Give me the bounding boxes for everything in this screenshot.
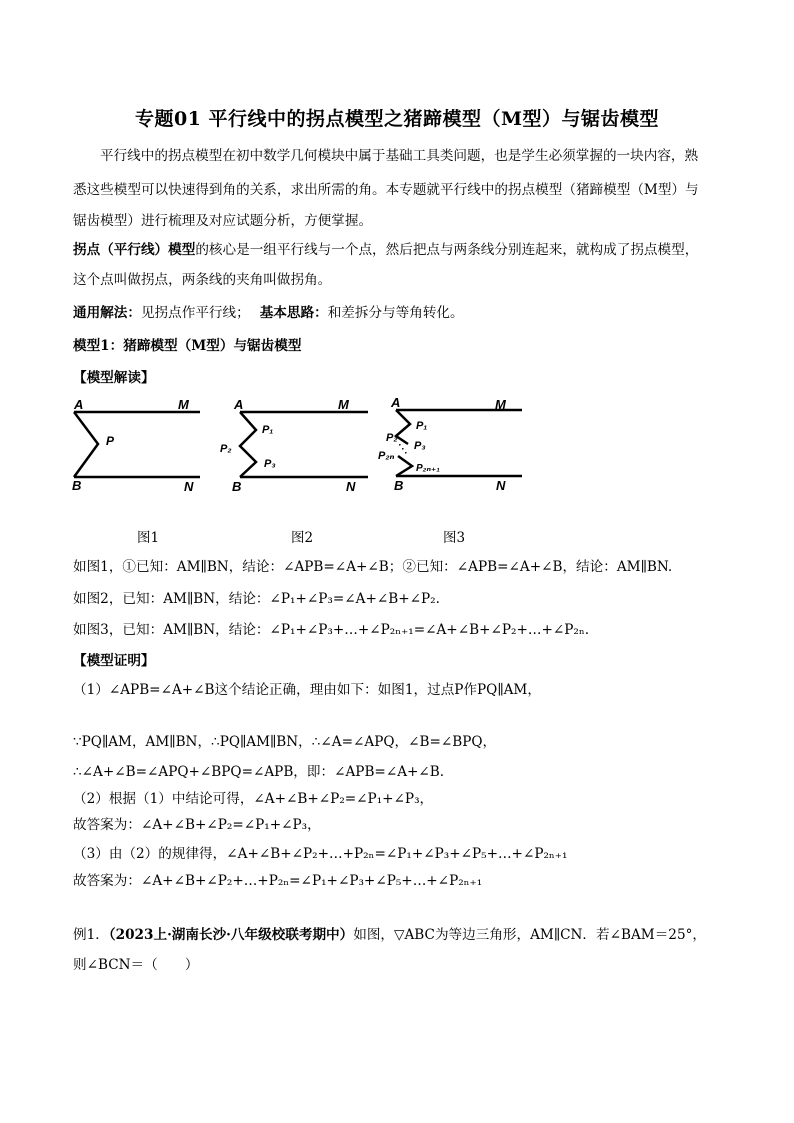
figure-2-diagram bbox=[218, 396, 378, 496]
point-p2-label: P₂ bbox=[220, 443, 232, 455]
figure-3-diagram bbox=[376, 396, 536, 496]
point-a-label: A bbox=[74, 397, 84, 412]
point-n-label: N bbox=[496, 478, 506, 493]
example-1-prefix: 例1． bbox=[73, 927, 109, 943]
method-label-2: 基本思路： bbox=[259, 305, 328, 321]
ellipsis-dot-3: · bbox=[404, 448, 408, 459]
statement-figure-2: 如图2，已知：AM∥BN，结论：∠P₁+∠P₃=∠A+∠B+∠P₂. bbox=[73, 591, 440, 607]
point-p2n1-label: P₂ₙ₊₁ bbox=[416, 463, 440, 474]
section-model-proof: 【模型证明】 bbox=[73, 653, 155, 669]
section-model-reading: 【模型解读】 bbox=[73, 370, 155, 386]
method-text-2: 和差拆分与等角转化。 bbox=[327, 305, 464, 321]
definition-term: 拐点（平行线）模型 bbox=[73, 242, 196, 258]
proof-line-7: 故答案为：∠A+∠B+∠P₂+…+P₂ₙ=∠P₁+∠P₃+∠P₅+…+∠P₂ₙ₊₁ bbox=[73, 873, 483, 889]
point-b-label: B bbox=[72, 478, 82, 493]
point-p3-label: P₃ bbox=[414, 440, 426, 452]
point-p2n-label: P₂ₙ bbox=[378, 450, 395, 462]
point-p2-label: P₂ bbox=[386, 432, 398, 444]
ellipsis-dot-1: · bbox=[398, 440, 402, 451]
proof-line-3: ∴∠A+∠B=∠APQ+∠BPQ=∠APB，即：∠APB=∠A+∠B. bbox=[73, 764, 445, 780]
figure-3-caption: 图3 bbox=[443, 530, 466, 546]
zigzag-p1-p2-p3 bbox=[240, 412, 256, 477]
point-n-label: N bbox=[346, 479, 356, 494]
definition-line-1 bbox=[73, 240, 698, 260]
definition-text: 的核心是一组平行线与一个点，然后把点与两条线分别连起来，就构成了拐点模型， bbox=[195, 242, 699, 258]
fold-apb bbox=[74, 412, 98, 477]
method-text-1: 见拐点作平行线； bbox=[140, 305, 250, 321]
intro-line-3: 锯齿模型）进行梳理及对应试题分析，方便掌握。 bbox=[73, 213, 373, 229]
model-1-heading: 模型1：猪蹄模型（M型）与锯齿模型 bbox=[73, 338, 302, 354]
point-a-label: A bbox=[391, 396, 401, 410]
point-m-label: M bbox=[338, 397, 349, 412]
proof-line-5: 故答案为：∠A+∠B+∠P₂=∠P₁+∠P₃， bbox=[73, 817, 321, 833]
figure-2-caption: 图2 bbox=[291, 530, 314, 546]
example-1-source: （2023上·湖南长沙·八年级校联考期中） bbox=[108, 927, 354, 943]
statement-figure-1: 如图1，①已知：AM∥BN，结论：∠APB=∠A+∠B；②已知：∠APB=∠A+∠B，结论：AM∥BN. bbox=[73, 559, 673, 575]
method-label-1: 通用解法： bbox=[73, 305, 141, 321]
point-p3-label: P₃ bbox=[264, 458, 276, 470]
proof-line-6: （3）由（2）的规律得，∠A+∠B+∠P₂+…+P₂ₙ=∠P₁+∠P₃+∠P₅+…+∠P₂ₙ₊₁ bbox=[73, 846, 568, 862]
example-1-question: 如图，▽ABC为等边三角形，AM∥CN．若∠BAM＝25°， bbox=[353, 927, 706, 943]
page-title: 专题01 平行线中的拐点模型之猪蹄模型（M型）与锯齿模型 bbox=[134, 108, 660, 130]
point-p1-label: P₁ bbox=[416, 420, 428, 432]
point-b-label: B bbox=[394, 478, 404, 493]
intro-line-2: 悉这些模型可以快速得到角的关系，求出所需的角。本专题就平行线中的拐点模型（猪蹄模型（M型）与 bbox=[73, 182, 699, 198]
example-1-line-1 bbox=[73, 925, 706, 945]
point-n-label: N bbox=[184, 479, 194, 494]
point-p-label: P bbox=[106, 434, 115, 448]
figure-1-caption: 图1 bbox=[137, 530, 160, 546]
point-m-label: M bbox=[495, 397, 506, 412]
statement-figure-3: 如图3，已知：AM∥BN，结论：∠P₁+∠P₃+…+∠P₂ₙ₊₁=∠A+∠B+∠P₂+…+∠P₂ₙ. bbox=[73, 622, 590, 638]
proof-line-2: ∵PQ∥AM，AM∥BN，∴PQ∥AM∥BN，∴∠A=∠APQ，∠B=∠BPQ， bbox=[73, 734, 497, 750]
proof-line-1: （1）∠APB=∠A+∠B这个结论正确，理由如下：如图1，过点P作PQ∥AM， bbox=[73, 682, 541, 698]
point-p1-label: P₁ bbox=[262, 424, 274, 436]
example-1-line-2: 则∠BCN＝（ ） bbox=[73, 957, 199, 973]
definition-line-2: 这个点叫做拐点，两条线的夹角叫做拐角。 bbox=[73, 272, 332, 288]
intro-line-1: 平行线中的拐点模型在初中数学几何模块中属于基础工具类问题，也是学生必须掌握的一块内容，熟 bbox=[100, 148, 699, 164]
figure-1-diagram bbox=[68, 396, 208, 496]
zigzag-lower bbox=[396, 456, 412, 476]
point-b-label: B bbox=[232, 479, 242, 494]
point-m-label: M bbox=[178, 397, 189, 412]
proof-line-4: （2）根据（1）中结论可得，∠A+∠B+∠P₂=∠P₁+∠P₃， bbox=[73, 791, 434, 807]
ellipsis-dot-2: · bbox=[401, 444, 405, 455]
zigzag-upper bbox=[396, 410, 410, 444]
point-a-label: A bbox=[234, 397, 244, 412]
method-line bbox=[73, 303, 464, 323]
